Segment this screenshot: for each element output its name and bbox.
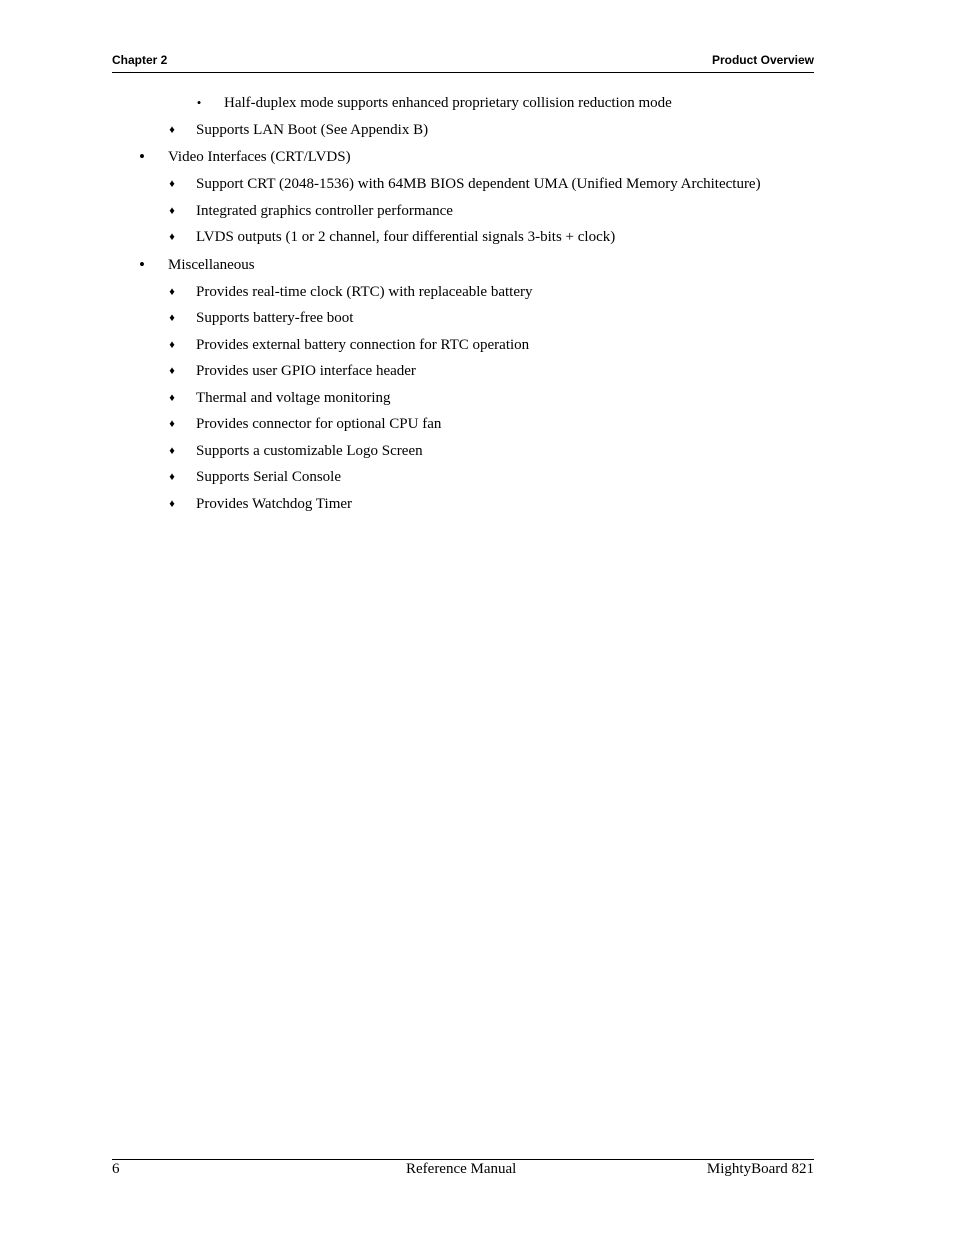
list-item-text: Provides Watchdog Timer [196, 496, 353, 512]
list-item-text: Provides user GPIO interface header [196, 363, 416, 379]
diamond-bullet-icon: ♦ [169, 365, 175, 377]
list-item-text: Provides external battery connection for RTC operation [196, 337, 530, 353]
diamond-bullet-icon: ♦ [169, 124, 175, 136]
list-item-text: Provides connector for optional CPU fan [196, 416, 442, 432]
list-item-text: Thermal and voltage monitoring [196, 390, 391, 406]
list-item-text: Half-duplex mode supports enhanced proprietary collision reduction mode [224, 95, 672, 111]
page-number: 6 [112, 1161, 120, 1177]
diamond-bullet-icon: ♦ [169, 312, 175, 324]
list-item-text: Supports a customizable Logo Screen [196, 443, 423, 459]
diamond-bullet-icon: ♦ [169, 205, 175, 217]
diamond-bullet-icon: ♦ [169, 392, 175, 404]
diamond-bullet-icon: ♦ [169, 418, 175, 430]
page-footer [112, 1159, 814, 1182]
diamond-bullet-icon: ♦ [169, 339, 175, 351]
diamond-bullet-icon: ♦ [169, 445, 175, 457]
footer-product: MightyBoard 821 [706, 1161, 814, 1177]
bullet-dot-icon: • [196, 95, 202, 110]
diamond-bullet-icon: ♦ [169, 286, 175, 298]
list-item-text: Supports battery-free boot [196, 310, 354, 326]
diamond-bullet-icon: ♦ [169, 471, 175, 483]
list-item-text: Support CRT (2048-1536) with 64MB BIOS dependent UMA (Unified Memory Architecture) [196, 176, 761, 192]
list-item-text: Video Interfaces (CRT/LVDS) [168, 149, 351, 165]
bullet-dot-icon: • [139, 255, 145, 274]
list-item-text: LVDS outputs (1 or 2 channel, four differential signals 3-bits + clock) [196, 229, 616, 245]
list-item-text: Provides real-time clock (RTC) with replaceable battery [196, 284, 533, 300]
footer-doc-title: Reference Manual [406, 1161, 517, 1177]
diamond-bullet-icon: ♦ [169, 231, 175, 243]
header-section: Product Overview [711, 53, 814, 67]
list-item-text: Miscellaneous [168, 257, 255, 273]
bullet-dot-icon: • [139, 147, 145, 166]
page-header [112, 52, 814, 73]
list-item-text: Supports LAN Boot (See Appendix B) [196, 122, 429, 138]
diamond-bullet-icon: ♦ [169, 178, 175, 190]
list-item-text: Integrated graphics controller performance [196, 203, 453, 219]
header-chapter: Chapter 2 [112, 53, 168, 67]
diamond-bullet-icon: ♦ [169, 498, 175, 510]
list-item-text: Supports Serial Console [196, 469, 341, 485]
